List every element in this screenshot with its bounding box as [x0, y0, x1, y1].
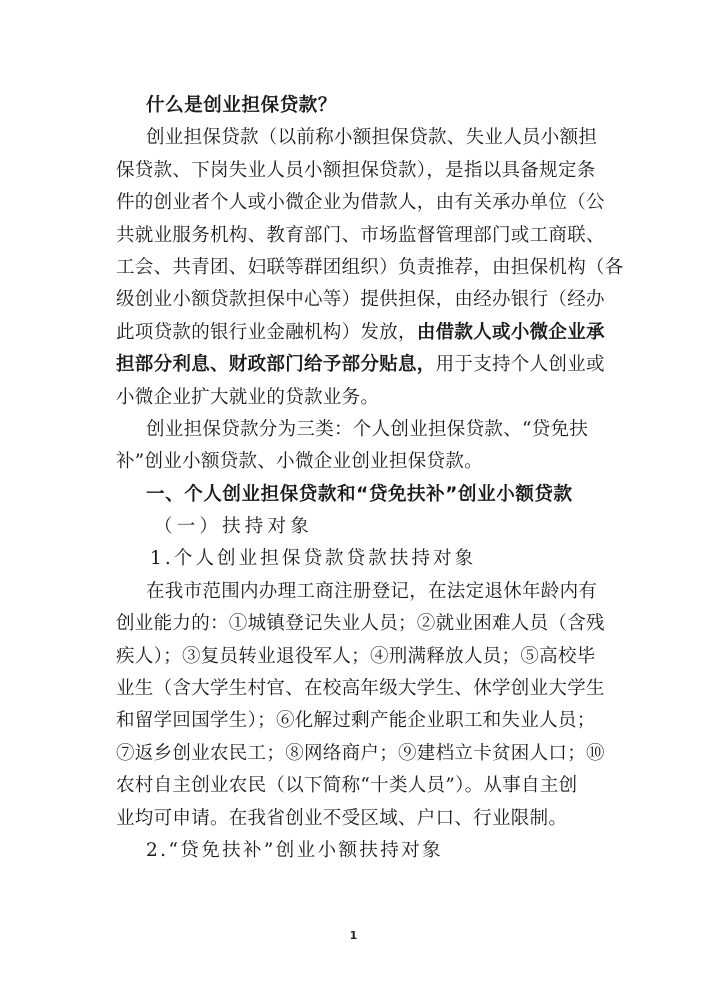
text-emphasis: 担部分利息、财政部门给予部分贴息， [116, 354, 436, 376]
item-heading: 1.个人创业担保贷款贷款扶持对象 [150, 548, 477, 570]
text-line [116, 317, 606, 349]
text-line: 创业担保贷款（以前称小额担保贷款、失业人员小额担 [146, 127, 598, 149]
subsection-heading: （一）扶持对象 [154, 516, 313, 538]
text-line: ⑦返乡创业农民工；⑧网络商户；⑨建档立卡贫困人口；⑩ [116, 742, 605, 764]
text-line: 补”创业小额贷款、小微企业创业担保贷款。 [116, 451, 483, 473]
document-body [116, 90, 624, 867]
text-line: 在我市范围内办理工商注册登记，在法定退休年龄内有 [146, 580, 598, 602]
question-title: 什么是创业担保贷款？ [146, 95, 338, 116]
text-line: 疾人）；③复员转业退役军人；④刑满释放人员；⑤高校毕 [116, 645, 596, 667]
text-line: 件的创业者个人或小微企业为借款人，由有关承办单位（公 [116, 192, 605, 214]
text-line: 业生（含大学生村官、在校高年级大学生、休学创业大学生 [116, 678, 605, 700]
paragraph-eligibility [116, 576, 606, 835]
text-line: 创业担保贷款分为三类：个人创业担保贷款、“贷免扶 [146, 418, 589, 440]
paragraph-definition [116, 122, 624, 414]
page-number: 1 [349, 929, 358, 942]
text-line: 创业能力的：①城镇登记失业人员；②就业困难人员（含残 [116, 613, 605, 635]
text-line: 工会、共青团、妇联等群团组织）负责推荐，由担保机构（各 [116, 256, 624, 278]
text-line: 级创业小额贷款担保中心等）提供担保，由经办银行（经办 [116, 289, 605, 311]
text-emphasis: 由借款人或小微企业承 [416, 321, 605, 343]
text-line: 共就业服务机构、教育部门、市场监督管理部门或工商联、 [116, 224, 605, 246]
paragraph-categories [116, 414, 606, 479]
text-line: 保贷款、下岗失业人员小额担保贷款），是指以具备规定条 [116, 159, 596, 181]
text-normal: 用于支持个人创业或 [435, 354, 605, 376]
text-line: 农村自主创业农民（以下简称“十类人员”）。从事自主创 [116, 775, 578, 797]
text-line: 小微企业扩大就业的贷款业务。 [116, 386, 380, 408]
text-line: 和留学回国学生）；⑥化解过剩产能企业职工和失业人员； [116, 710, 596, 732]
text-normal: 此项贷款的银行业金融机构）发放， [116, 321, 417, 343]
section-heading: 一、个人创业担保贷款和“贷免扶补”创业小额贷款 [146, 483, 573, 505]
text-line [116, 349, 606, 381]
text-line: 业均可申请。在我省创业不受区域、户口、行业限制。 [116, 807, 568, 829]
item-heading: 2.“贷免扶补”创业小额扶持对象 [146, 839, 443, 861]
